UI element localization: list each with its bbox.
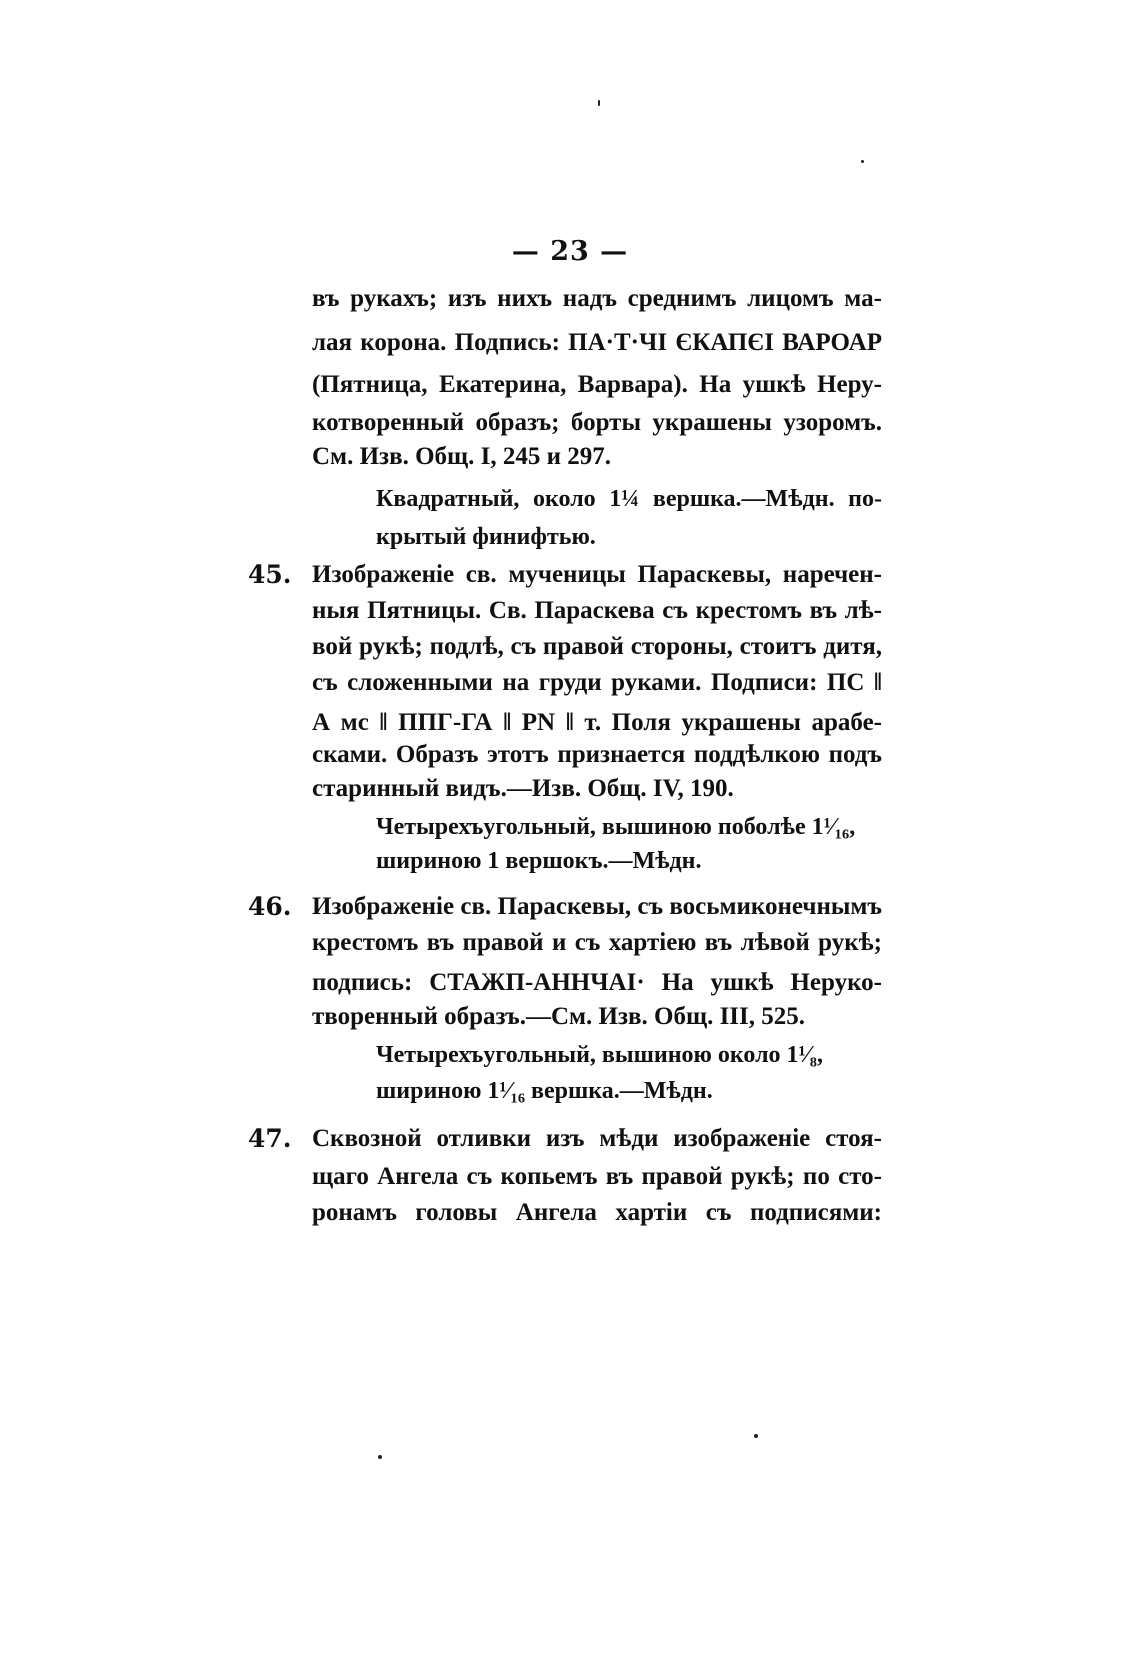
print-speck [861, 160, 864, 163]
text-line: творенный образъ.—См. Изв. Общ. III, 525. [312, 1003, 806, 1030]
text-line: котворенный образъ; борты украшены узоромъ. [312, 409, 882, 436]
entry-number: 47. [248, 1124, 292, 1153]
text-line: А мс ‖ ППГ-ГА ‖ РN ‖ т. Поля украшены арабе- [312, 709, 882, 736]
text-line: вой рукѣ; подлѣ, съ правой стороны, стоитъ дитя, [312, 633, 882, 660]
text-line: Изображеніе св. Параскевы, съ восьмиконечнымъ [312, 893, 882, 920]
note-line: Четырехъугольный, вышиною поболѣе 1¹⁄₁₆, [376, 814, 856, 840]
text-line: съ сложенными на груди руками. Подписи: ПС ‖ [312, 669, 882, 696]
text-line: сками. Образъ этотъ признается поддѣлкою подъ [312, 741, 882, 768]
note-line: шириною 1 вершокъ.—Мѣдн. [376, 848, 702, 874]
text-line: старинный видъ.—Изв. Общ. IV, 190. [312, 775, 734, 802]
text-line: лая корона. Подпись: ПА·Т·ЧІ ЄКАПЄІ ВАРОАР [312, 329, 882, 356]
text-line: щаго Ангела съ копьемъ въ правой рукѣ; по сто- [312, 1163, 882, 1190]
print-speck [754, 1434, 758, 1438]
print-speck [378, 1455, 382, 1459]
note-line: крытый финифтью. [376, 524, 596, 550]
note-line: Квадратный, около 1¼ вершка.—Мѣдн. по- [376, 486, 882, 512]
page-number: — 23 — [511, 236, 629, 267]
text-line: Изображеніе св. мученицы Параскевы, наречен- [312, 561, 882, 588]
text-line: (Пятница, Екатерина, Варвара). На ушкѣ Неру- [312, 371, 882, 398]
note-line: Четырехъугольный, вышиною около 1¹⁄₈, [376, 1042, 823, 1068]
text-line: крестомъ въ правой и съ хартіею въ лѣвой рукѣ; [312, 929, 882, 956]
text-line: ныя Пятницы. Св. Параскева съ крестомъ въ лѣ- [312, 597, 882, 624]
entry-number: 46. [248, 892, 292, 921]
note-line: шириною 1¹⁄₁₆ вершка.—Мѣдн. [376, 1078, 713, 1104]
text-line: См. Изв. Общ. I, 245 и 297. [312, 443, 612, 470]
text-line: подпись: СТАЖП-АННЧАІ· На ушкѣ Неруко- [312, 969, 882, 996]
entry-number: 45. [248, 560, 292, 589]
text-line: Сквозной отливки изъ мѣди изображеніе стоя- [312, 1125, 882, 1152]
text-line: ронамъ головы Ангела хартіи съ подписями: [312, 1199, 882, 1226]
text-line: въ рукахъ; изъ нихъ надъ среднимъ лицомъ ма- [312, 285, 882, 312]
print-speck [598, 100, 600, 106]
